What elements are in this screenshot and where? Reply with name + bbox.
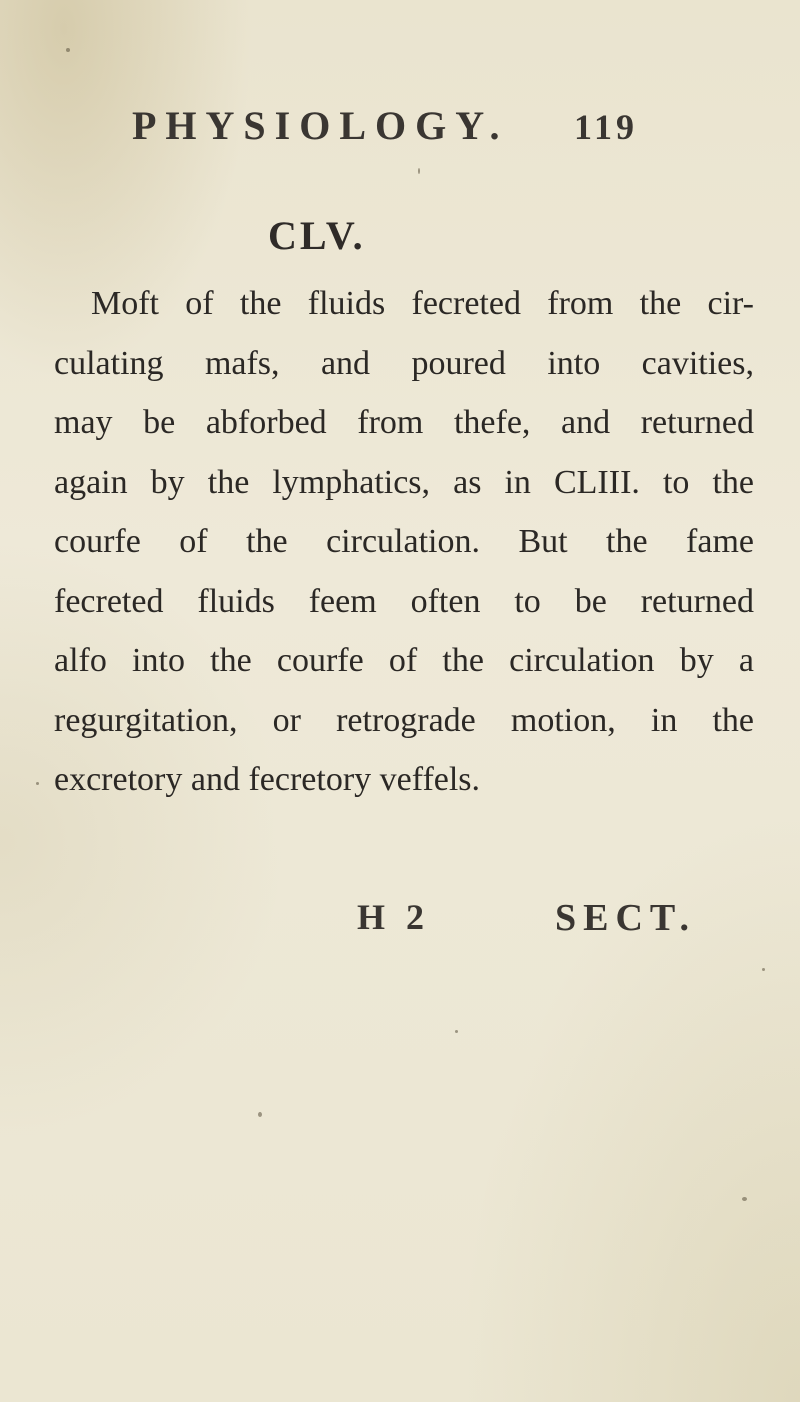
- paper-speck: [742, 1197, 747, 1201]
- text-line: Moft of the fluids fecreted from the cir-: [91, 285, 754, 322]
- text-line: alfo into the courfe of the circulation by a: [54, 642, 754, 679]
- catchword: SECT.: [555, 897, 696, 939]
- text-line: excretory and fecretory veffels.: [54, 761, 481, 798]
- text-line: courfe of the circulation. But the fame: [54, 523, 754, 560]
- body-paragraph: [54, 274, 754, 810]
- text-line: culating mafs, and poured into cavities,: [54, 344, 754, 382]
- text-line: may be abforbed from thefe, and returned: [54, 404, 754, 441]
- running-title: PHYSIOLOGY.: [132, 103, 509, 148]
- paper-speck: [418, 168, 420, 174]
- paper-speck: [258, 1112, 262, 1117]
- paper-speck: [66, 48, 70, 52]
- page-number: 119: [574, 107, 639, 147]
- text-line: regurgitation, or retrograde motion, in the: [54, 701, 754, 739]
- paper-speck: [36, 782, 39, 785]
- text-line: again by the lymphatics, as in CLIII. to the: [54, 463, 754, 501]
- catchline: [0, 896, 800, 946]
- running-head: [0, 80, 800, 148]
- signature-mark: H 2: [357, 897, 431, 937]
- section-number: CLV.: [268, 213, 366, 258]
- paper-speck: [762, 968, 765, 971]
- text-line: fecreted fluids feem often to be returned: [54, 582, 754, 620]
- paper-speck: [455, 1030, 458, 1033]
